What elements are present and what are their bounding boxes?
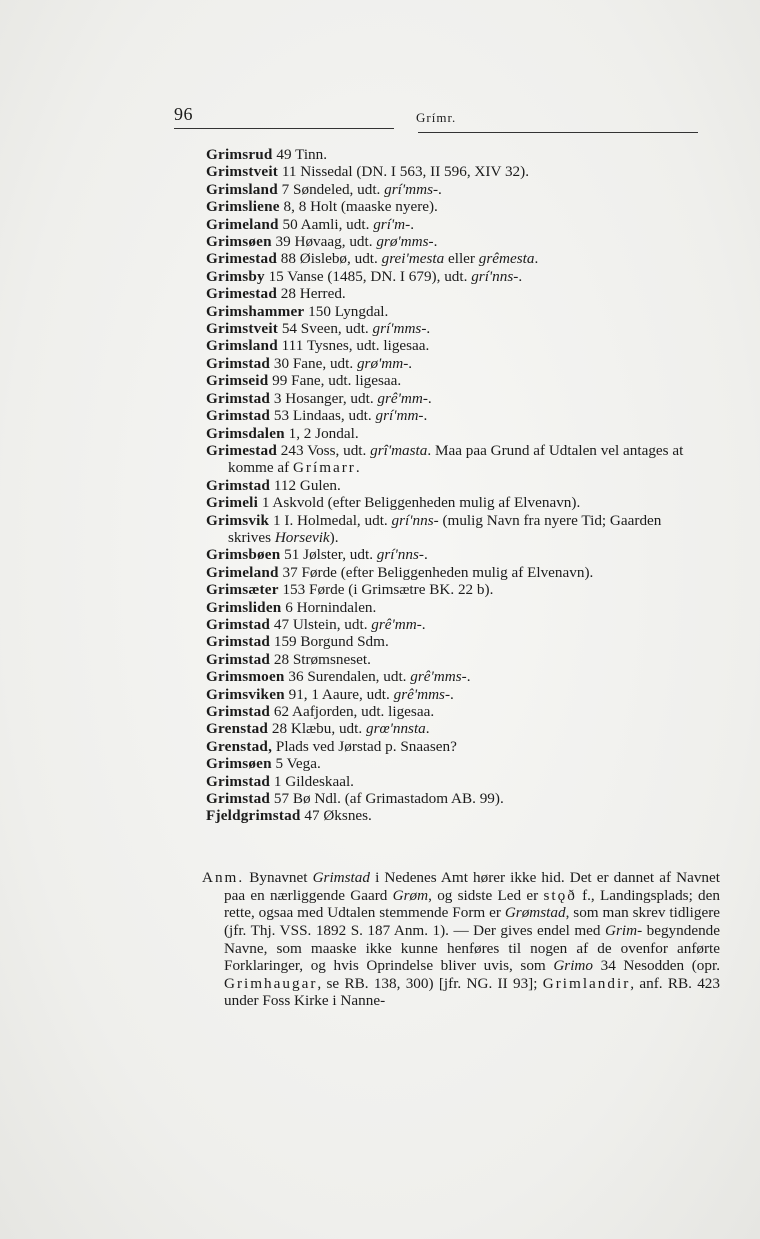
entry-row [206,807,702,824]
entry-text: . [427,389,432,407]
entry-name: Grimsbøen [206,546,281,564]
entry-name: Grimestad [206,285,277,303]
entry-row [206,755,702,772]
entry-text: Plads ved Jørstad p. Snaasen? [272,737,457,755]
entry-name: Grimstad [206,389,271,407]
note-label: Anm. [202,869,245,887]
entry-name: Grimsliene [206,198,280,216]
entry-text: 7 Søndeled, udt. [277,180,385,198]
entry-text: 1, 2 Jondal. [284,424,359,442]
entry-row [206,425,702,442]
entry-pronunciation: grê'mms- [393,685,451,703]
entry-text: . [408,354,413,372]
entry-pronunciation: grí'm- [373,215,411,233]
entry-text: 243 Voss, udt. [276,441,371,459]
entry-pronunciation: grî'masta [370,441,428,459]
entry-text: . [534,250,539,268]
entry-text: 47 Øksnes. [300,807,372,825]
entry-row [206,268,702,285]
entry-name: Grimstad [206,407,271,425]
entry-text: 1 Gildeskaal. [270,772,354,790]
entry-pronunciation: Horsevik [274,528,330,546]
entry-text: . [355,459,360,477]
entry-text: 36 Surendalen, udt. [284,668,411,686]
note-text: begyndende Navne, som maaske ikke kunne henføres til nogen af de ovenfor anførte Forklaringer, og hvis Oprindelse bliver uvis, som [224,921,720,975]
note-form: Grim- [605,921,643,939]
entry-pronunciation: grê'mms- [410,668,467,686]
entry-name: Fjeldgrimstad [206,807,301,825]
entry-name: Grimestad [206,441,277,459]
entry-name: Grimsland [206,180,278,198]
entry-pronunciation: grí'nns- [471,267,519,285]
entry-text: . [423,407,428,425]
entry-name: Grimstad [206,790,271,808]
entry-name: Grimsby [206,267,265,285]
entry-text: . [421,615,426,633]
entry-name: Grimeland [206,563,279,581]
page-header [174,104,698,134]
entry-text: . [438,180,442,198]
entry-row [206,355,702,372]
entry-name: Grimstad [206,703,271,720]
entry-text: 50 Aamli, udt. [278,215,374,233]
entry-text: 54 Sveen, udt. [278,320,373,338]
entry-row [206,703,702,720]
entry-pronunciation: grí'mms- [372,320,427,338]
entry-row [206,390,702,407]
entry-name: Grimstad [206,772,271,790]
entry-text: 153 Førde (i Grimsætre BK. 22 b). [278,581,494,599]
entry-pronunciation: grê'mm- [371,615,422,633]
entry-text: 111 Tysnes, udt. ligesaa. [277,337,430,355]
note-form: Grimo [553,957,593,975]
entry-row [206,790,702,807]
entry-text: 53 Lindaas, udt. [270,407,376,425]
entry-name: Grenstad [206,720,269,738]
entry-name: Grimsøen [206,755,272,773]
note-text: , og sidste Led er [428,886,544,904]
entry-text: . [426,320,431,338]
entry-text: 1 I. Holmedal, udt. [269,511,392,529]
entry-text: 39 Høvaag, udt. [271,233,377,251]
entry-row [206,181,702,198]
entry-row [206,564,702,581]
entry-row [206,738,702,755]
note-form: Grømstad [504,904,566,922]
entry-row [206,668,702,685]
entry-row [206,442,702,477]
note-spaced: Grimlandir [542,974,631,992]
entry-text: 150 Lyngdal. [304,302,389,320]
entry-text: 3 Hosanger, udt. [270,389,378,407]
entry-text: . [410,215,414,233]
entry-row [206,616,702,633]
header-rule-right [418,132,698,133]
entry-name: Grimsæter [206,581,279,599]
entry-text: 11 Nissedal (DN. I 563, II 596, XIV 32). [278,163,529,181]
entry-list [206,146,702,825]
entry-text: ). [329,528,339,546]
annotation-paragraph [202,869,720,1010]
note-spaced: stǫð [543,886,577,904]
entry-text: . [425,720,430,738]
entry-text: 51 Jølster, udt. [280,546,377,564]
entry-row [206,372,702,389]
entry-row [206,599,702,616]
entry-name: Grimstad [206,354,271,372]
running-head: Grímr. [416,110,457,125]
note-spaced: Grimhaugar [224,974,318,992]
entry-row [206,477,702,494]
entry-text: 57 Bø Ndl. (af Grimastadom AB. 99). [270,790,504,808]
entry-row [206,512,702,547]
entry-name: Grimeli [206,494,259,512]
entry-row [206,581,702,598]
entry-row [206,651,702,668]
note-text: , se RB. 138, 300) [jfr. NG. II 93]; [317,974,543,992]
note-text: i Nedenes Amt hører ikke hid. Det er dannet af Navnet paa en nærliggende Gaard [224,869,720,904]
entry-text: 1 Askvold (efter Beliggenheden mulig af Elvenavn). [258,494,581,512]
entry-row [206,233,702,250]
entry-row [206,250,702,267]
entry-text: 159 Borgund Sdm. [270,633,389,651]
page-number: 96 [174,104,193,124]
entry-name: Grimstveit [206,320,279,338]
entry-text: 47 Ulstein, udt. [270,615,372,633]
entry-name: Grimstad [206,476,271,494]
entry-text: 99 Fane, udt. ligesaa. [268,372,402,390]
entry-text: . [423,546,428,564]
entry-name: Grimestad [206,250,277,268]
entry-name: Grimstad [206,615,271,633]
entry-pronunciation: grí'mm- [375,407,424,425]
entry-name: Grimsøen [206,233,272,251]
entry-text: 37 Førde (efter Beliggenheden mulig af Elvenavn). [278,563,594,581]
entry-text: 28 Herred. [276,285,346,303]
entry-pronunciation: grø'mms- [376,233,434,251]
entry-pronunciation: grø'mm- [356,354,409,372]
entry-text: 28 Klæbu, udt. [268,720,366,738]
entry-name: Grimsrud [206,146,273,163]
entry-row [206,337,702,354]
entry-name: Grimsviken [206,685,285,703]
entry-text: 28 Strømsneset. [270,650,371,668]
note-text: , anf. RB. 423 under Foss Kirke i Nanne- [224,974,720,1010]
entry-text: 62 Aafjorden, udt. ligesaa. [270,703,435,720]
entry-text: . [518,267,523,285]
entry-name: Grimstad [206,650,271,668]
entry-row [206,285,702,302]
entry-row [206,163,702,180]
note-text: Bynavnet [244,869,313,887]
entry-row [206,494,702,511]
entry-row [206,546,702,563]
entry-row [206,773,702,790]
entry-row [206,720,702,737]
entry-text: 5 Vega. [271,755,321,773]
entry-text: (mulig Navn fra nyere Tid; Gaarden skrives [228,511,662,546]
entry-row [206,198,702,215]
entry-row [206,320,702,337]
note-form: Grimstad [312,869,370,887]
entry-name: Grimsmoen [206,668,285,686]
entry-text: . [466,668,471,686]
note-form: Grøm [392,886,429,904]
entry-text: 112 Gulen. [270,476,341,494]
entry-pronunciation: grí'nns- [391,511,439,529]
entry-text: Grímarr [292,459,356,477]
entry-name: Grimstveit [206,163,279,181]
entry-text: . [450,685,454,703]
entry-text: eller [444,250,479,268]
entry-text: 8, 8 Holt (maaske nyere). [279,198,438,216]
entry-pronunciation: grœ'nnsta [365,720,426,738]
entry-name: Grimsliden [206,598,282,616]
entry-pronunciation: grí'mms- [384,180,439,198]
entry-text: 49 Tinn. [272,146,328,163]
entry-text: 91, 1 Aaure, udt. [284,685,394,703]
entry-pronunciation: grí'nns- [376,546,424,564]
entry-pronunciation: grê'mm- [377,389,428,407]
entry-text: 15 Vanse (1485, DN. I 679), udt. [264,267,472,285]
entry-pronunciation: grei'mesta [381,250,445,268]
entry-name: Grimsvik [206,511,270,529]
note-text: f., Landingsplads; den rette, ogsaa med Udtalen stemmende Form er [224,886,720,922]
entry-name: Grimstad [206,633,271,651]
entry-row [206,303,702,320]
entry-text: 30 Fane, udt. [270,354,357,372]
entry-row [206,633,702,650]
entry-name: Grimsdalen [206,424,285,442]
entry-name: Grimeland [206,215,279,233]
entry-pronunciation: grêmesta [478,250,535,268]
note-text: 34 Nesodden (opr. [593,957,720,975]
entry-text: . Maa paa Grund af Udtalen vel antages at komme af [228,441,684,477]
entry-text: 88 Øislebø, udt. [276,250,382,268]
entry-name: Grimshammer [206,302,305,320]
entry-name: Grimseid [206,372,269,390]
header-rule-left [174,128,394,129]
note-text: , som man skrev tidligere (jfr. Thj. VSS. 1892 S. 187 Anm. 1). — Der gives endel med [224,904,720,939]
entry-name: Grenstad, [206,737,273,755]
entry-row [206,407,702,424]
entry-text: 6 Hornindalen. [281,598,377,616]
entry-name: Grimsland [206,337,278,355]
entry-row [206,686,702,703]
entry-row [206,146,702,163]
entry-row [206,216,702,233]
entry-text: . [433,233,438,251]
